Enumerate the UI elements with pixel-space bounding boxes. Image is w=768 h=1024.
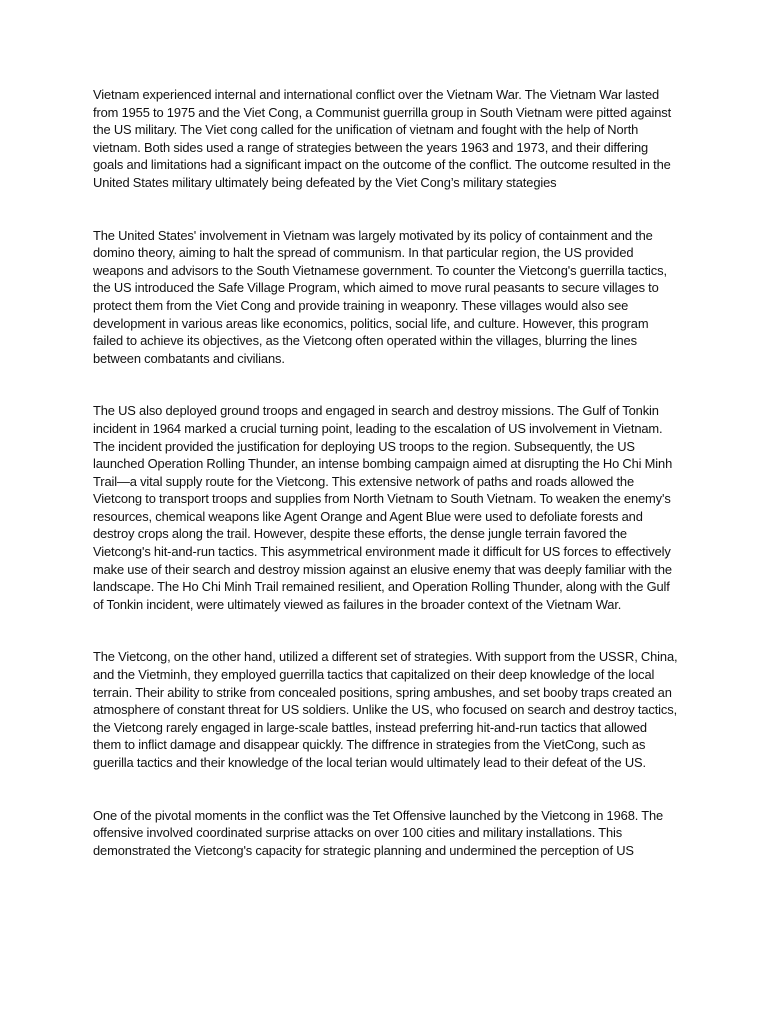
paragraph-ground-troops: The US also deployed ground troops and engaged in search and destroy missions. The Gulf of Tonkin incident in 1964 marked a crucial turning point, leading to the escalation of US involvement in Vietnam. The incident provided the justification for deploying US troops to the region. Subsequently, the US launched Operation Rolling Thunder, an intense bombing campaign aimed at disrupting the Ho Chi Minh Trail—a vital supply route for the Vietcong. This extensive network of paths and roads allowed the Vietcong to transport troops and supplies from North Vietnam to South Vietnam. To weaken the enemy's resources, chemical weapons like Agent Orange and Agent Blue were used to defoliate forests and destroy crops along the trail. However, despite these efforts, the dense jungle terrain favored the Vietcong's hit-and-run tactics. This asymmetrical environment made it difficult for US forces to effectively make use of their search and destroy mission against an elusive enemy that was deeply familiar with the landscape. The Ho Chi Minh Trail remained resilient, and Operation Rolling Thunder, along with the Gulf of Tonkin incident, were ultimately viewed as failures in the broader context of the Vietnam War. bbox=[93, 403, 673, 612]
paragraph-us-involvement: The United States' involvement in Vietnam was largely motivated by its policy of containment and the domino theory, aiming to halt the spread of communism. In that particular region, the US provided weapons and advisors to the South Vietnamese government. To counter the Vietcong's guerrilla tactics, the US introduced the Safe Village Program, which aimed to move rural peasants to secure villages to protect them from the Viet Cong and provide training in weaponry. These villages would also see development in various areas like economics, politics, social life, and culture. However, this program failed to achieve its objectives, as the Vietcong often operated within the villages, blurring the lines between combatants and civilians. bbox=[93, 227, 667, 366]
paragraph-tet-offensive: One of the pivotal moments in the conflict was the Tet Offensive launched by the Vietcong in 1968. The offensive involved coordinated surprise attacks on over 100 cities and military installations. This demonstrated the Vietcong's capacity for strategic planning and undermined the perception of US bbox=[93, 807, 664, 858]
document-body bbox=[93, 86, 678, 859]
paragraph-introduction: Vietnam experienced internal and international conflict over the Vietnam War. The Vietnam War lasted from 1955 to 1975 and the Viet Cong, a Communist guerrilla group in South Vietnam were pitted against the US military. The Viet cong called for the unification of vietnam and fought with the help of North vietnam. Both sides used a range of strategies between the years 1963 and 1973, and their differing goals and limitations had a significant impact on the outcome of the conflict. The outcome resulted in the United States military ultimately being defeated by the Viet Cong’s military stategies bbox=[93, 87, 672, 190]
paragraph-vietcong-strategies: The Vietcong, on the other hand, utilized a different set of strategies. With support from the USSR, China, and the Vietminh, they employed guerrilla tactics that capitalized on their deep knowledge of the local terrain. Their ability to strike from concealed positions, spring ambushes, and set booby traps created an atmosphere of constant threat for US soldiers. Unlike the US, who focused on search and destroy tactics, the Vietcong rarely engaged in large-scale battles, instead preferring hit-and-run tactics that allowed them to inflict damage and disappear quickly. The diffrence in strategies from the VietCong, such as guerilla tactics and their knowledge of the local terian would ultimately lead to their defeat of the US. bbox=[93, 649, 678, 770]
